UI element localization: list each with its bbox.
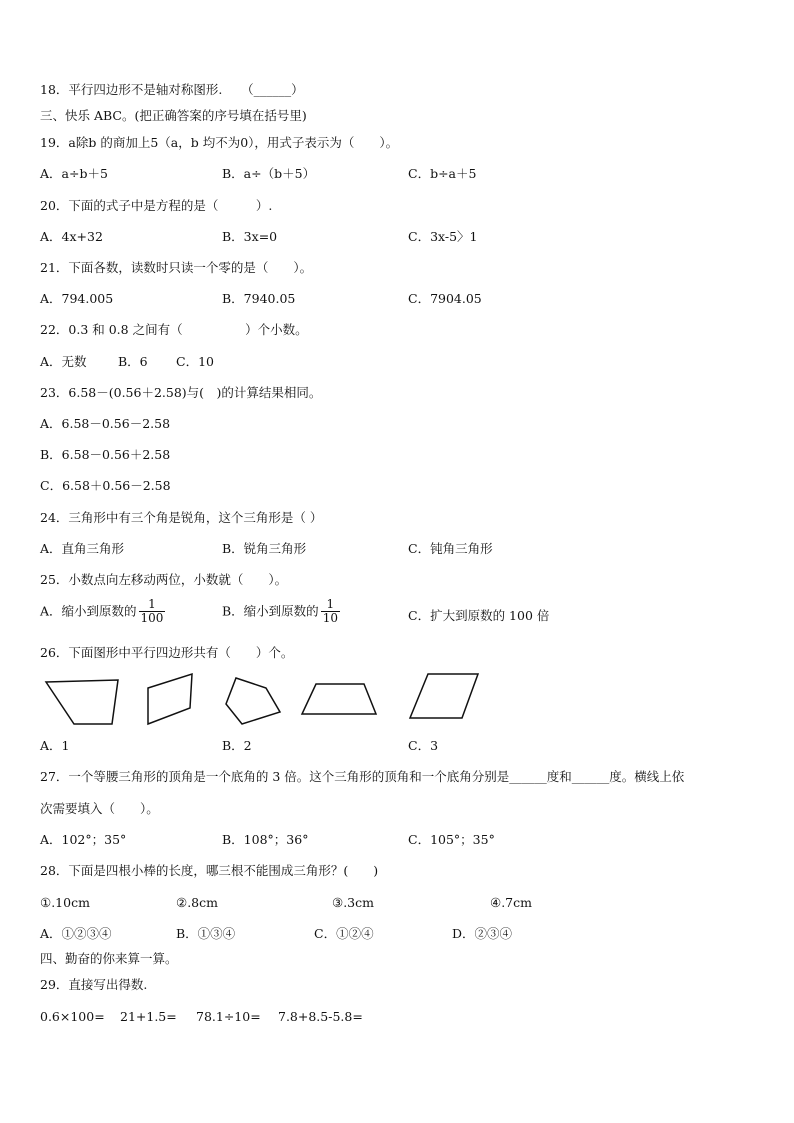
section-3-heading: 三、快乐 ABC。(把正确答案的序号填在括号里) bbox=[40, 108, 307, 123]
calc-item-4: 7.8+8.5-5.8= bbox=[278, 1009, 363, 1024]
calc-item-2: 21+1.5= bbox=[120, 1009, 177, 1024]
question-26: 26．下面图形中平行四边形共有（ ）个。 bbox=[40, 645, 294, 660]
fraction-1-100 bbox=[139, 598, 166, 625]
q25-option-a[interactable] bbox=[40, 598, 165, 625]
calc-item-3: 78.1÷10= bbox=[196, 1009, 261, 1024]
question-23: 23．6.58－(0.56＋2.58)与( )的计算结果相同。 bbox=[40, 385, 322, 400]
q28-option-d[interactable]: D．②③④ bbox=[452, 926, 513, 941]
fraction-numerator: 1 bbox=[326, 597, 335, 611]
q19-option-a[interactable]: A．a÷b＋5 bbox=[40, 166, 108, 181]
q21-option-c[interactable]: C．7904.05 bbox=[408, 291, 482, 306]
q22-option-a[interactable]: A．无数 bbox=[40, 354, 87, 369]
question-21: 21．下面各数，读数时只读一个零的是（ ）。 bbox=[40, 260, 313, 275]
question-28: 28．下面是四根小棒的长度，哪三根不能围成三角形？( ) bbox=[40, 863, 379, 878]
stick-3-length: ③.3cm bbox=[332, 895, 374, 910]
q23-option-c[interactable]: C．6.58＋0.56－2.58 bbox=[40, 478, 171, 493]
stick-1-length: ①.10cm bbox=[40, 895, 90, 910]
question-27-line-1: 27．一个等腰三角形的顶角是一个底角的 3 倍。这个三角形的顶角和一个底角分别是______度和______度。横线上依 bbox=[40, 769, 685, 784]
quadrilateral-shape-1 bbox=[38, 672, 124, 728]
q24-option-a[interactable]: A．直角三角形 bbox=[40, 541, 125, 556]
question-29: 29．直接写出得数. bbox=[40, 977, 148, 992]
q25-option-a-text: A．缩小到原数的 bbox=[40, 603, 137, 619]
question-22: 22．0.3 和 0.8 之间有（ ）个小数。 bbox=[40, 322, 308, 337]
fraction-1-10 bbox=[321, 598, 340, 625]
fraction-denominator: 100 bbox=[140, 611, 164, 625]
q21-option-a[interactable]: A．794.005 bbox=[40, 291, 114, 306]
q27-option-b[interactable]: B．108°；36° bbox=[222, 832, 309, 847]
pentagon-shape-3 bbox=[220, 670, 286, 730]
trapezoid-shape-4 bbox=[298, 680, 382, 720]
q23-option-a[interactable]: A．6.58－0.56－2.58 bbox=[40, 416, 171, 431]
q25-option-b-text: B．缩小到原数的 bbox=[222, 603, 319, 619]
q27-option-a[interactable]: A．102°；35° bbox=[40, 832, 127, 847]
q26-option-b[interactable]: B．2 bbox=[222, 738, 252, 753]
fraction-numerator: 1 bbox=[148, 597, 156, 611]
question-24: 24．三角形中有三个角是锐角，这个三角形是（ ） bbox=[40, 510, 323, 525]
q26-option-c[interactable]: C．3 bbox=[408, 738, 439, 753]
stick-4-length: ④.7cm bbox=[490, 895, 532, 910]
q20-option-a[interactable]: A．4x+32 bbox=[40, 229, 103, 244]
q24-option-b[interactable]: B．锐角三角形 bbox=[222, 541, 307, 556]
stick-2-length: ②.8cm bbox=[176, 895, 218, 910]
q28-option-a[interactable]: A．①②③④ bbox=[40, 926, 112, 941]
question-20: 20．下面的式子中是方程的是（ ）. bbox=[40, 198, 273, 213]
q20-option-c[interactable]: C．3x-5〉1 bbox=[408, 229, 478, 244]
q25-option-c[interactable]: C．扩大到原数的 100 倍 bbox=[408, 608, 550, 623]
q22-option-b[interactable]: B．6 bbox=[118, 354, 148, 369]
q23-option-b[interactable]: B．6.58－0.56＋2.58 bbox=[40, 447, 171, 462]
q26-option-a[interactable]: A．1 bbox=[40, 738, 70, 753]
parallelogram-shape-5 bbox=[406, 670, 482, 724]
fraction-denominator: 10 bbox=[322, 611, 338, 625]
section-4-heading: 四、勤奋的你来算一算。 bbox=[40, 951, 178, 966]
q21-option-b[interactable]: B．7940.05 bbox=[222, 291, 296, 306]
q22-option-c[interactable]: C．10 bbox=[176, 354, 214, 369]
q19-option-c[interactable]: C．b÷a＋5 bbox=[408, 166, 477, 181]
question-19: 19．a除b 的商加上5（a，b 均不为0），用式子表示为（ ）。 bbox=[40, 135, 399, 150]
q28-option-c[interactable]: C．①②④ bbox=[314, 926, 374, 941]
q20-option-b[interactable]: B．3x=0 bbox=[222, 229, 278, 244]
question-27-line-2: 次需要填入（ ）。 bbox=[40, 801, 159, 816]
parallelogram-shape-2 bbox=[142, 670, 198, 730]
q25-option-b[interactable] bbox=[222, 598, 340, 625]
q24-option-c[interactable]: C．钝角三角形 bbox=[408, 541, 493, 556]
q19-option-b[interactable]: B．a÷（b＋5） bbox=[222, 166, 316, 181]
q27-option-c[interactable]: C．105°；35° bbox=[408, 832, 495, 847]
question-18: 18．平行四边形不是轴对称图形. （______） bbox=[40, 82, 304, 97]
q28-option-b[interactable]: B．①③④ bbox=[176, 926, 236, 941]
calc-item-1: 0.6×100= bbox=[40, 1009, 105, 1024]
question-25: 25．小数点向左移动两位，小数就（ ）。 bbox=[40, 572, 288, 587]
